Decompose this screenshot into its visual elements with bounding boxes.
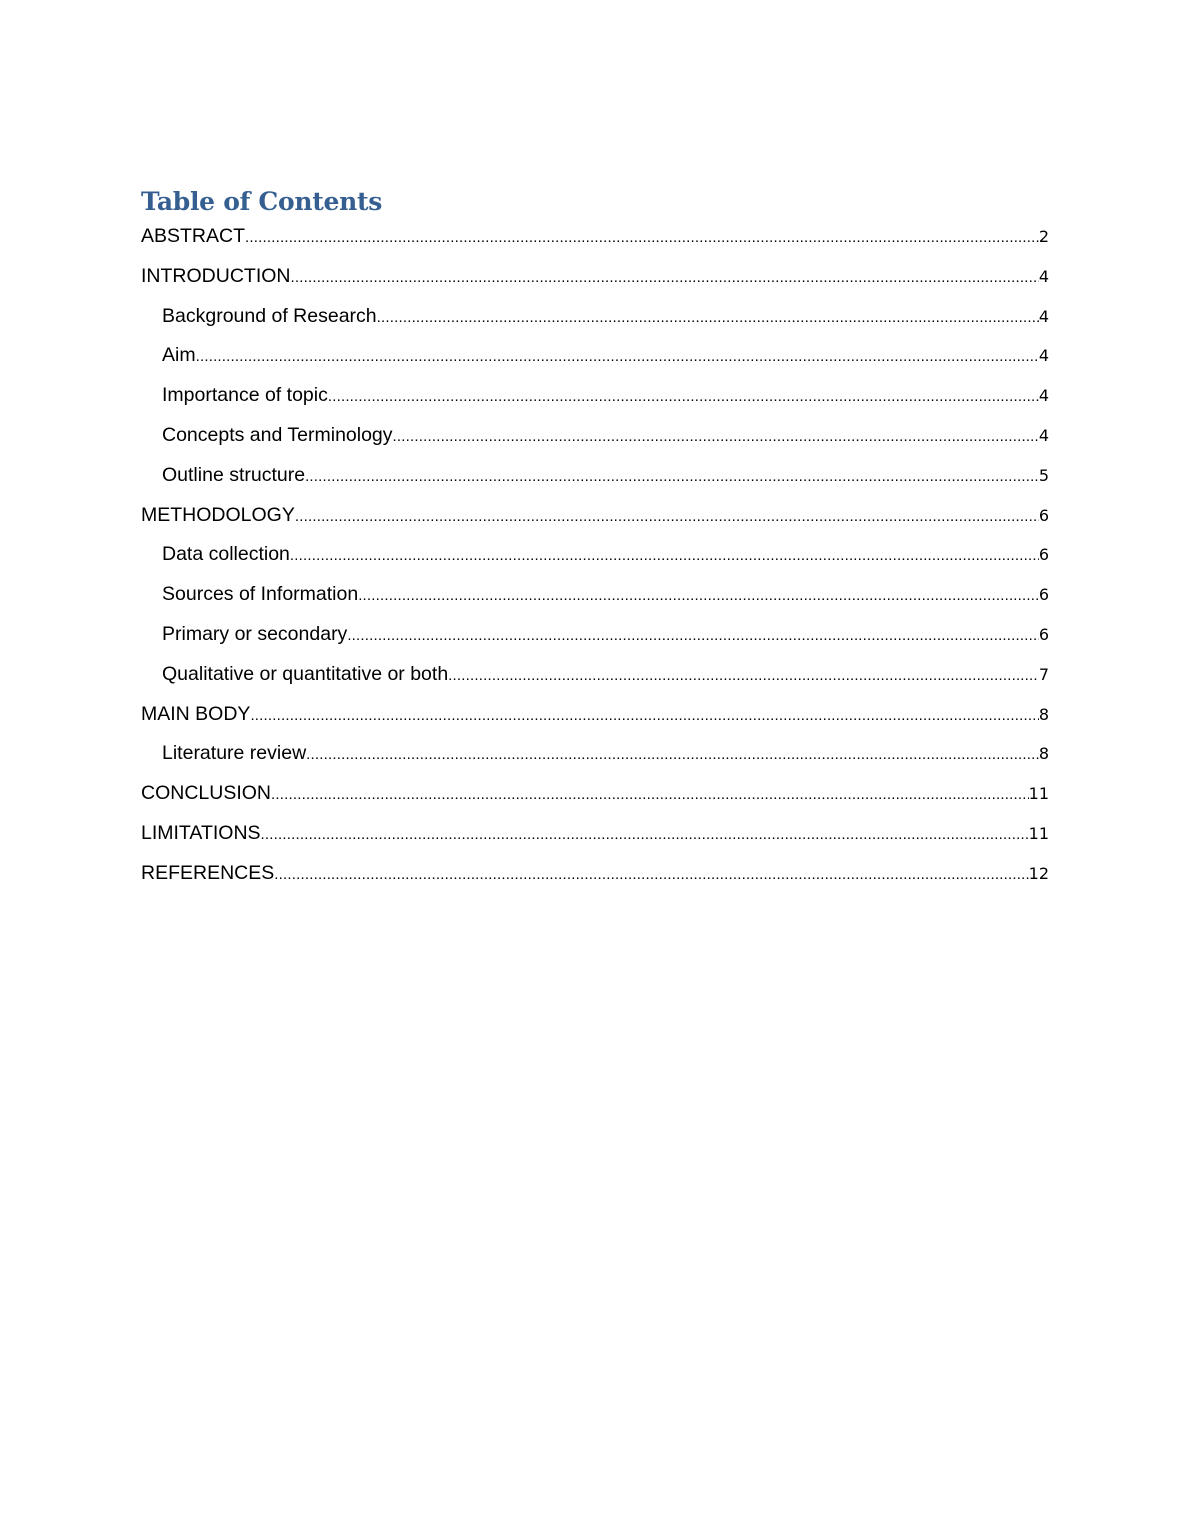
toc-entry-aim[interactable] (141, 336, 1049, 376)
toc-entry-label: Sources of Information (162, 583, 359, 606)
toc-entry-importance-of-topic[interactable] (141, 376, 1049, 416)
toc-entry-limitations[interactable] (141, 814, 1049, 854)
toc-entry-introduction[interactable] (141, 257, 1049, 297)
toc-dot-leader (377, 298, 1039, 337)
toc-dot-leader (306, 735, 1039, 774)
toc-entry-label: Concepts and Terminology (162, 423, 393, 446)
toc-page-number: 11 (1028, 784, 1049, 804)
toc-page-number: 4 (1038, 306, 1049, 326)
toc-page-number: 12 (1028, 863, 1049, 883)
toc-dot-leader (393, 417, 1039, 456)
toc-page-number: 6 (1038, 624, 1049, 644)
toc-dot-leader (347, 616, 1039, 655)
toc-entry-label: INTRODUCTION (141, 264, 291, 287)
toc-entry-label: Outline structure (162, 463, 306, 486)
toc-page-number: 6 (1038, 545, 1049, 565)
toc-dot-leader (196, 337, 1039, 376)
toc-dot-leader (358, 576, 1039, 615)
toc-dot-leader (291, 258, 1039, 297)
toc-page-number: 4 (1038, 266, 1049, 286)
toc-entry-abstract[interactable] (141, 217, 1049, 257)
toc-heading: Table of Contents (141, 187, 383, 216)
toc-dot-leader (290, 536, 1039, 575)
toc-dot-leader (250, 696, 1038, 735)
toc-page-number: 11 (1028, 823, 1049, 843)
toc-page-number: 6 (1038, 585, 1049, 605)
table-of-contents (141, 217, 1049, 894)
toc-dot-leader (245, 218, 1039, 257)
toc-page-number: 6 (1038, 505, 1049, 525)
toc-entry-data-collection[interactable] (141, 535, 1049, 575)
toc-entry-label: Literature review (162, 742, 307, 765)
toc-entry-label: MAIN BODY (141, 702, 251, 725)
toc-entry-references[interactable] (141, 854, 1049, 894)
toc-entry-background-of-research[interactable] (141, 297, 1049, 337)
toc-entry-label: Qualitative or quantitative or both (162, 662, 449, 685)
toc-entry-primary-or-secondary[interactable] (141, 615, 1049, 655)
toc-page-number: 4 (1038, 425, 1049, 445)
toc-entry-label: LIMITATIONS (141, 821, 261, 844)
toc-page-number: 4 (1038, 386, 1049, 406)
toc-page-number: 8 (1038, 704, 1049, 724)
toc-entry-conclusion[interactable] (141, 774, 1049, 814)
toc-entry-label: CONCLUSION (141, 782, 272, 805)
toc-dot-leader (328, 377, 1039, 416)
toc-page-number: 8 (1038, 744, 1049, 764)
toc-entry-label: ABSTRACT (141, 225, 246, 247)
toc-dot-leader (271, 775, 1029, 814)
toc-entry-label: REFERENCES (141, 861, 275, 884)
toc-entry-methodology[interactable] (141, 496, 1049, 536)
toc-page-number: 4 (1038, 346, 1049, 366)
toc-entry-outline-structure[interactable] (141, 456, 1049, 496)
toc-entry-label: Importance of topic (162, 384, 328, 407)
toc-entry-label: Background of Research (162, 304, 377, 327)
toc-entry-label: METHODOLOGY (141, 503, 295, 526)
toc-entry-sources-of-information[interactable] (141, 575, 1049, 615)
toc-dot-leader (274, 855, 1028, 894)
toc-entry-main-body[interactable] (141, 695, 1049, 735)
toc-dot-leader (448, 656, 1039, 695)
toc-entry-label: Aim (162, 344, 196, 367)
toc-page-number: 5 (1038, 465, 1049, 485)
toc-entry-label: Primary or secondary (162, 622, 348, 645)
toc-entry-label: Data collection (162, 543, 290, 566)
toc-dot-leader (305, 457, 1039, 496)
toc-entry-concepts-and-terminology[interactable] (141, 416, 1049, 456)
toc-dot-leader (261, 815, 1029, 854)
toc-page-number: 7 (1038, 664, 1049, 684)
toc-entry-literature-review[interactable] (141, 734, 1049, 774)
toc-dot-leader (295, 497, 1039, 536)
toc-entry-qualitative-or-quantitative[interactable] (141, 655, 1049, 695)
toc-page-number: 2 (1038, 227, 1049, 246)
